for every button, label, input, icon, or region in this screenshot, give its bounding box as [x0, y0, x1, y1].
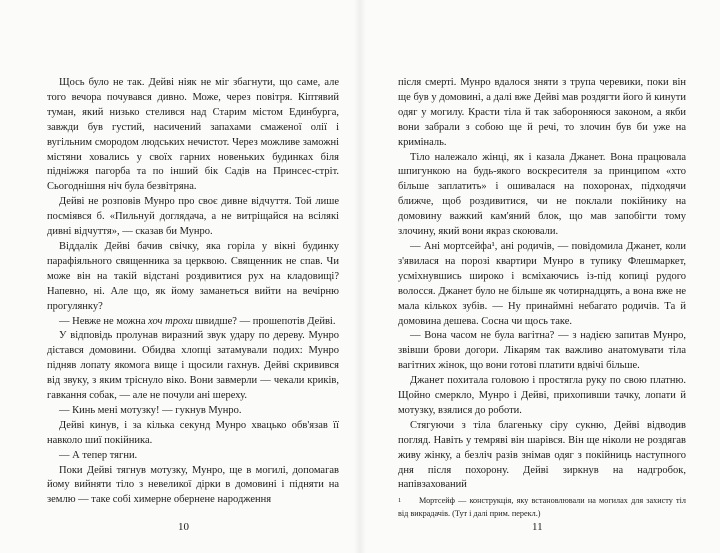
right-paragraph-6: Стягуючи з тіла благеньку сіру сукню, Дейві відводив погляд. Навіть у темряві він шарівся. Він ще ніколи не роздягав живу жінку, а безліч разів знімав одяг з покійниць наступного дня після похорону. Дейві зиркнув на надгробок, напівзахований	[398, 419, 686, 491]
left-paragraph-3: Віддалік Дейві бачив свічку, яка горіла у вікні будинку парафіяльного священника за церквою. Священник не спав. Чи може він на такій відстані роздивитися рух на кладовищі? Напевно, ні. Але що, як йому заманеться вийти на вечірню прогулянку?	[47, 240, 339, 312]
footnote-number: 1	[398, 497, 402, 504]
left-paragraph-1: Щось було не так. Дейві ніяк не міг збагнути, що саме, але того вечора почувався дивно. Може, через повітря. Кіптявий туман, який низько стелився над Старим містом Единбурга, завжди був густий, насичений запахами смаженої олії і вугільним смородом людських нечистот. Через можливе заможні містяни ховались у своїх гарних новеньких будинках біля підніжжя пагорба та по інший бік Садів на Принсес-стріт. Сьогоднішня ніч була безвітряна.	[47, 77, 339, 193]
right-paragraph-4: — Вона часом не була вагітна? — з надією запитав Мунро, звівши брови догори. Лікарям так важливо анатомувати тіла вагітних жінок, що вони готові платити вдвічі більше.	[398, 330, 686, 372]
footnote-text: Мортсейф — конструкція, яку встановлювали на могилах для захисту тіл від викрадачів. (Тут і далі прим. перекл.)	[398, 496, 686, 518]
left-paragraph-6: — Кинь мені мотузку! — гукнув Мунро.	[59, 404, 242, 416]
right-paragraph-3: — Ані мортсейфа¹, ані родичів, — повідомила Джанет, коли з'явилася на порозі квартири Мунро в тупику Флешмаркет, усміхнувшись широко і всміхаючись із-під копиці рудого волосся. Джанет було не більше як чотирнадцять, а вона вже не мала кількох зубів. — Ну принаймні небагато родичів. Та й домовина дешева. Сосна чи щось таке.	[398, 240, 686, 327]
right-paragraph-5: Джанет похитала головою і простягла руку по свою платню. Щойно смеркло, Мунро і Дейві, прихопивши тачку, лопати й мотузку, взялися до роботи.	[398, 375, 686, 416]
left-paragraph-8: — А тепер тягни.	[59, 449, 138, 461]
right-page	[398, 76, 686, 493]
page-number-left: 10	[178, 521, 189, 533]
left-paragraph-4: — Невже не можна хоч трохи швидше? — прошепотів Дейві.	[59, 315, 336, 327]
page-number-right: 11	[532, 521, 543, 533]
left-paragraph-7: Дейві кинув, і за кілька секунд Мунро хвацько обв'язав її навколо шиї покійника.	[47, 419, 339, 446]
left-paragraph-5: У відповідь пролунав виразний звук удару по дереву. Мунро дістався домовини. Обидва хлопці затамували подих: Мунро підняв лопату якомога вище і щосили гахнув. Дейві скривився від звуку, з яким тріснуло віко. Вони завмерли — чекали криків, гавкання собак, — але не почули ані шереху.	[47, 330, 339, 402]
right-paragraph-2: Тіло належало жінці, як і казала Джанет. Вона працювала шпигункою на будь-якого воскресителя за принципом «хто більше заплатить» і ошивалася на похоронах, підходячи ближче, щоб роздивитися, чи не поклали покійнику на домовину важкий кам'яний блок, що мав запобігти тому злочину, який вони якраз скоювали.	[398, 151, 686, 238]
right-paragraph-1: після смерті. Мунро вдалося зняти з трупа черевики, поки він ще був у домовині, а далі вже Дейві мав роздягти його й кинути одяг у могилу. Красти тіла й так забороняюся законом, а якби вони забрали з собою ще й речі, то злочин був би уже на криміналь.	[398, 77, 686, 148]
footnote	[398, 495, 686, 520]
book-gutter	[354, 0, 366, 553]
left-paragraph-9: Поки Дейві тягнув мотузку, Мунро, ще в могилі, допомагав йому вийняти тіло з невеликої дірки в домовині і підняти на землю — таке собі химерне обернене народження	[47, 464, 339, 506]
left-paragraph-2: Дейві не розповів Мунро про своє дивне відчуття. Той лише посміявся б. «Пильнуй доглядача, а не витріщайся на всілякі дивні відчуття», — сказав би Мунро.	[47, 196, 339, 238]
emphasis-text: хоч трохи	[148, 315, 193, 327]
left-page	[47, 76, 339, 508]
